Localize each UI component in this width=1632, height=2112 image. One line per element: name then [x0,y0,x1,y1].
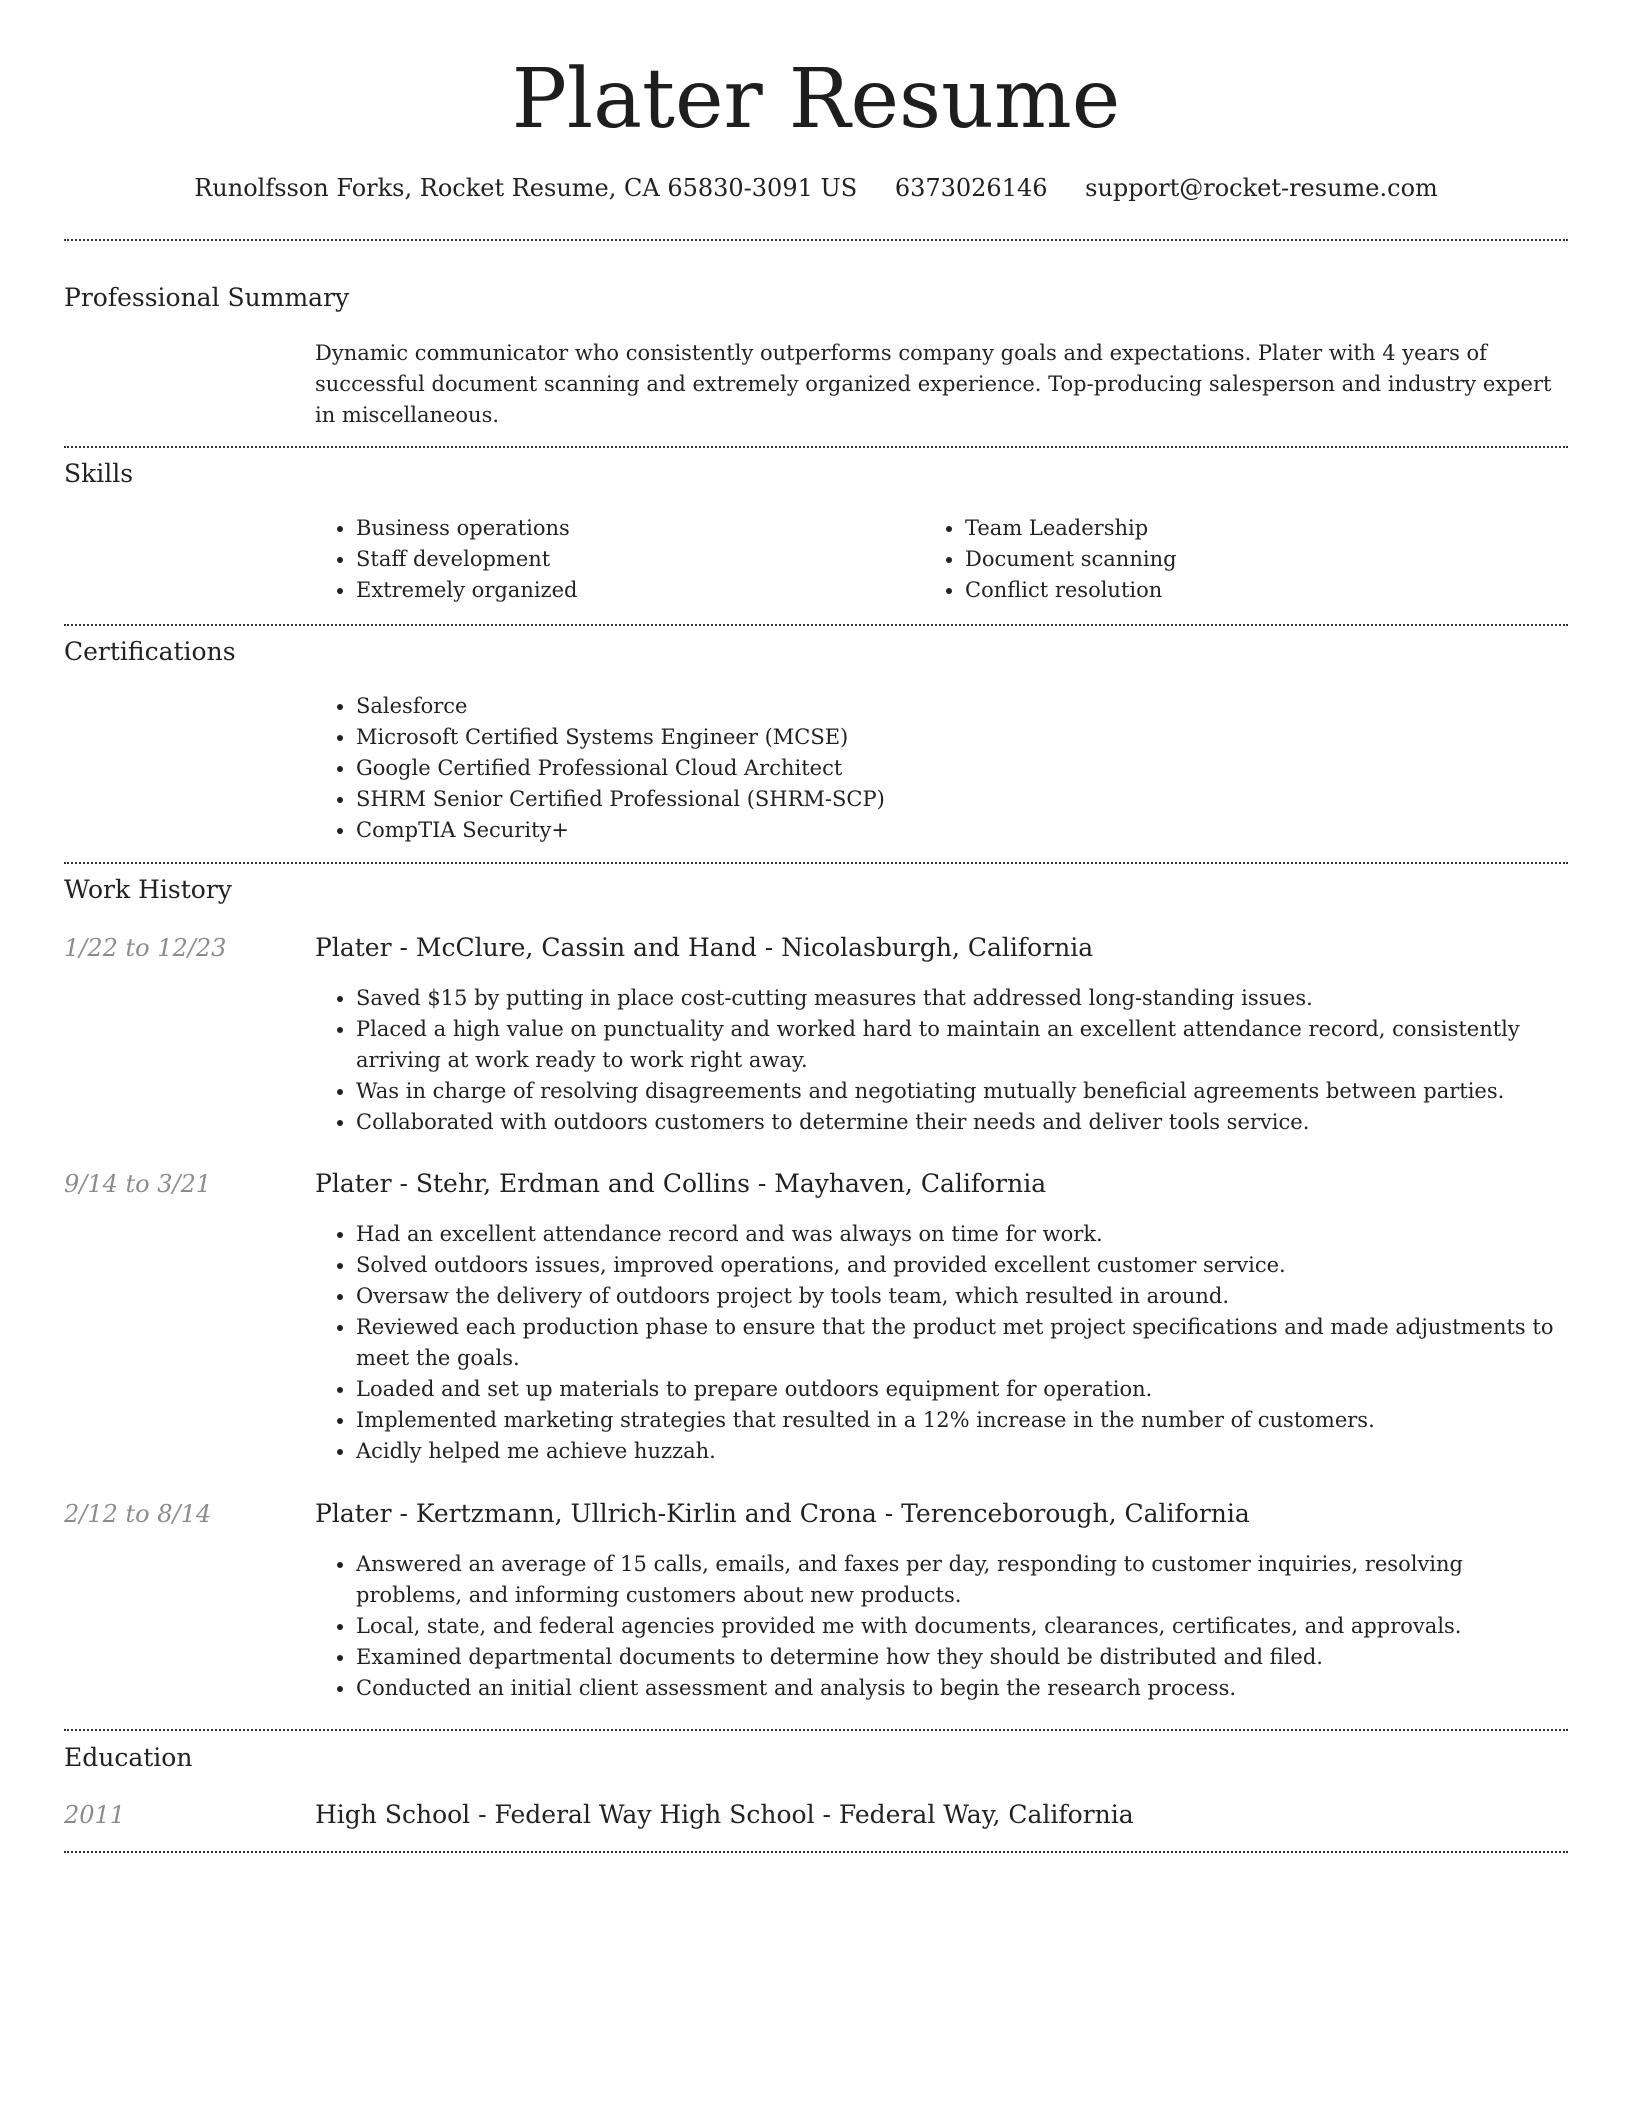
skills-list-left [312,513,916,606]
job-title: Plater - Kertzmann, Ullrich-Kirlin and Crona - Terenceborough, California [315,1499,1250,1528]
job-bullets [312,1549,1574,1704]
job-dates: 9/14 to 3/21 [64,1170,212,1198]
list-item: • Saved $15 by putting in place cost-cutting measures that addressed long-standing issues. [356,983,1574,1014]
list-item: • SHRM Senior Certified Professional (SHRM-SCP) [356,784,1556,815]
contact-address: Runolfsson Forks, Rocket Resume, CA 65830-3091 US [194,174,858,202]
contact-email: support@rocket-resume.com [1085,174,1438,202]
list-item: • Collaborated with outdoors customers to determine their needs and deliver tools service. [356,1107,1574,1138]
list-item: • Google Certified Professional Cloud Architect [356,753,1556,784]
job-bullets [312,983,1574,1138]
list-item: • Reviewed each production phase to ensure that the product met project specifications and made adjustments to meet the goals. [356,1312,1574,1374]
list-item: • Document scanning [965,544,1565,575]
list-item: • Team Leadership [965,513,1565,544]
list-item: • Acidly helped me achieve huzzah. [356,1436,1574,1467]
list-item: • Microsoft Certified Systems Engineer (MCSE) [356,722,1556,753]
resume-title: Plater Resume [511,52,1121,147]
list-item: • Extremely organized [356,575,916,606]
list-item: • Business operations [356,513,916,544]
list-item: • Placed a high value on punctuality and worked hard to maintain an excellent attendance record, consistently arriving at work ready to work right away. [356,1014,1574,1076]
divider [64,1729,1568,1731]
divider [64,446,1568,448]
contact-phone: 6373026146 [894,174,1048,202]
list-item: • Conflict resolution [965,575,1565,606]
summary-text: Dynamic communicator who consistently outperforms company goals and expectations. Plater with 4 years of successful document scanning and extremely organized experience. Top-producing salesperson and industry expert in miscellaneous. [315,341,1552,427]
list-item: • Conducted an initial client assessment and analysis to begin the research process. [356,1673,1574,1704]
divider [64,239,1568,241]
divider [64,624,1568,626]
job-dates: 1/22 to 12/23 [64,934,227,962]
divider [64,1851,1568,1853]
section-title-summary: Professional Summary [64,283,350,312]
list-item: • Loaded and set up materials to prepare outdoors equipment for operation. [356,1374,1574,1405]
list-item: • Answered an average of 15 calls, emails, and faxes per day, responding to customer inquiries, resolving problems, and informing customers about new products. [356,1549,1574,1611]
list-item: • CompTIA Security+ [356,815,1556,846]
list-item: • Had an excellent attendance record and was always on time for work. [356,1219,1574,1250]
list-item: • Oversaw the delivery of outdoors project by tools team, which resulted in around. [356,1281,1574,1312]
list-item: • Was in charge of resolving disagreements and negotiating mutually beneficial agreements between parties. [356,1076,1574,1107]
list-item: • Implemented marketing strategies that resulted in a 12% increase in the number of customers. [356,1405,1574,1436]
section-title-education: Education [64,1743,193,1772]
skills-list-right [921,513,1565,606]
divider [64,862,1568,864]
education-date: 2011 [64,1801,126,1829]
job-title: Plater - McClure, Cassin and Hand - Nicolasburgh, California [315,933,1094,962]
list-item: • Solved outdoors issues, improved operations, and provided excellent customer service. [356,1250,1574,1281]
certifications-list [312,691,1556,846]
list-item: • Examined departmental documents to determine how they should be distributed and filed. [356,1642,1574,1673]
section-title-work-history: Work History [64,875,232,904]
list-item: • Staff development [356,544,916,575]
job-bullets [312,1219,1574,1467]
section-title-certifications: Certifications [64,637,236,666]
list-item: • Salesforce [356,691,1556,722]
education-text: High School - Federal Way High School - Federal Way, California [315,1800,1134,1829]
list-item: • Local, state, and federal agencies provided me with documents, clearances, certificates, and approvals. [356,1611,1574,1642]
job-title: Plater - Stehr, Erdman and Collins - Mayhaven, California [315,1169,1047,1198]
section-title-skills: Skills [64,459,134,488]
contact-line [0,170,1632,206]
job-dates: 2/12 to 8/14 [64,1500,212,1528]
